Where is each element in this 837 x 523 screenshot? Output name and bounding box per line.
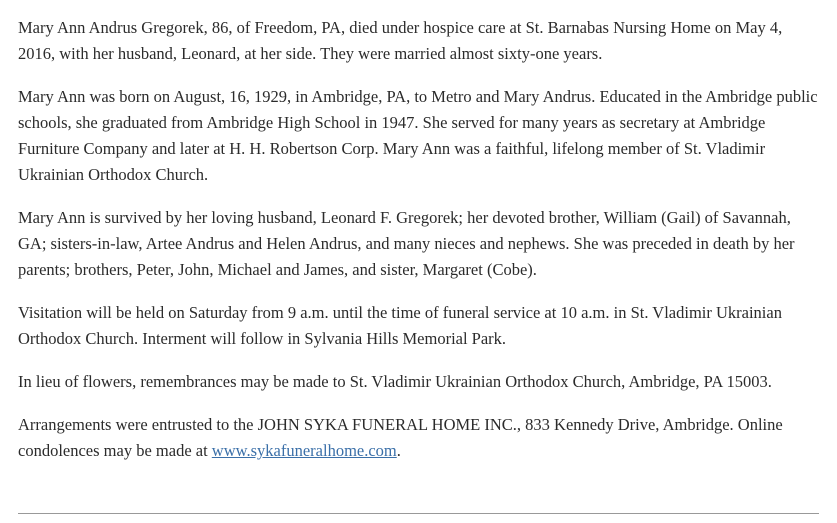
bottom-divider bbox=[18, 513, 819, 514]
paragraph-biography: Mary Ann was born on August, 16, 1929, in Ambridge, PA, to Metro and Mary Andrus. Educated in the Ambridge public schools, she graduated from Ambridge High School in 1947. She served for many years as secretary at Ambridge Furniture Company and later at H. H. Robertson Corp. Mary Ann was a faithful, lifelong member of St. Vladimir Ukrainian Orthodox Church. bbox=[18, 87, 818, 184]
paragraph-death-notice: Mary Ann Andrus Gregorek, 86, of Freedom, PA, died under hospice care at St. Barnabas Nursing Home on May 4, 2016, with her husband, Leonard, at her side. They were married almost sixty-one years. bbox=[18, 18, 783, 63]
arrangements-end: . bbox=[396, 441, 401, 460]
paragraph-visitation: Visitation will be held on Saturday from 9 a.m. until the time of funeral service at 10 a.m. in St. Vladimir Ukrainian Orthodox Church. Interment will follow in Sylvania Hills Memorial Park. bbox=[18, 303, 782, 348]
paragraph-remembrances: In lieu of flowers, remembrances may be made to St. Vladimir Ukrainian Orthodox Church, Ambridge, PA 15003. bbox=[18, 372, 772, 391]
funeral-home-link[interactable]: www.sykafuneralhome.com bbox=[211, 441, 397, 460]
paragraph-survivors: Mary Ann is survived by her loving husband, Leonard F. Gregorek; her devoted brother, William (Gail) of Savannah, GA; sisters-in-law, Artee Andrus and Helen Andrus, and many nieces and nephews. She was preceded in death by her parents; brothers, Peter, John, Michael and James, and sister, Margaret (Cobe). bbox=[18, 208, 795, 279]
paragraph-arrangements bbox=[18, 412, 823, 464]
obituary-article bbox=[18, 15, 823, 481]
arrangements-text: Arrangements were entrusted to the JOHN SYKA FUNERAL HOME INC., 833 Kennedy Drive, Ambridge. Online condolences may be made at bbox=[18, 415, 783, 460]
